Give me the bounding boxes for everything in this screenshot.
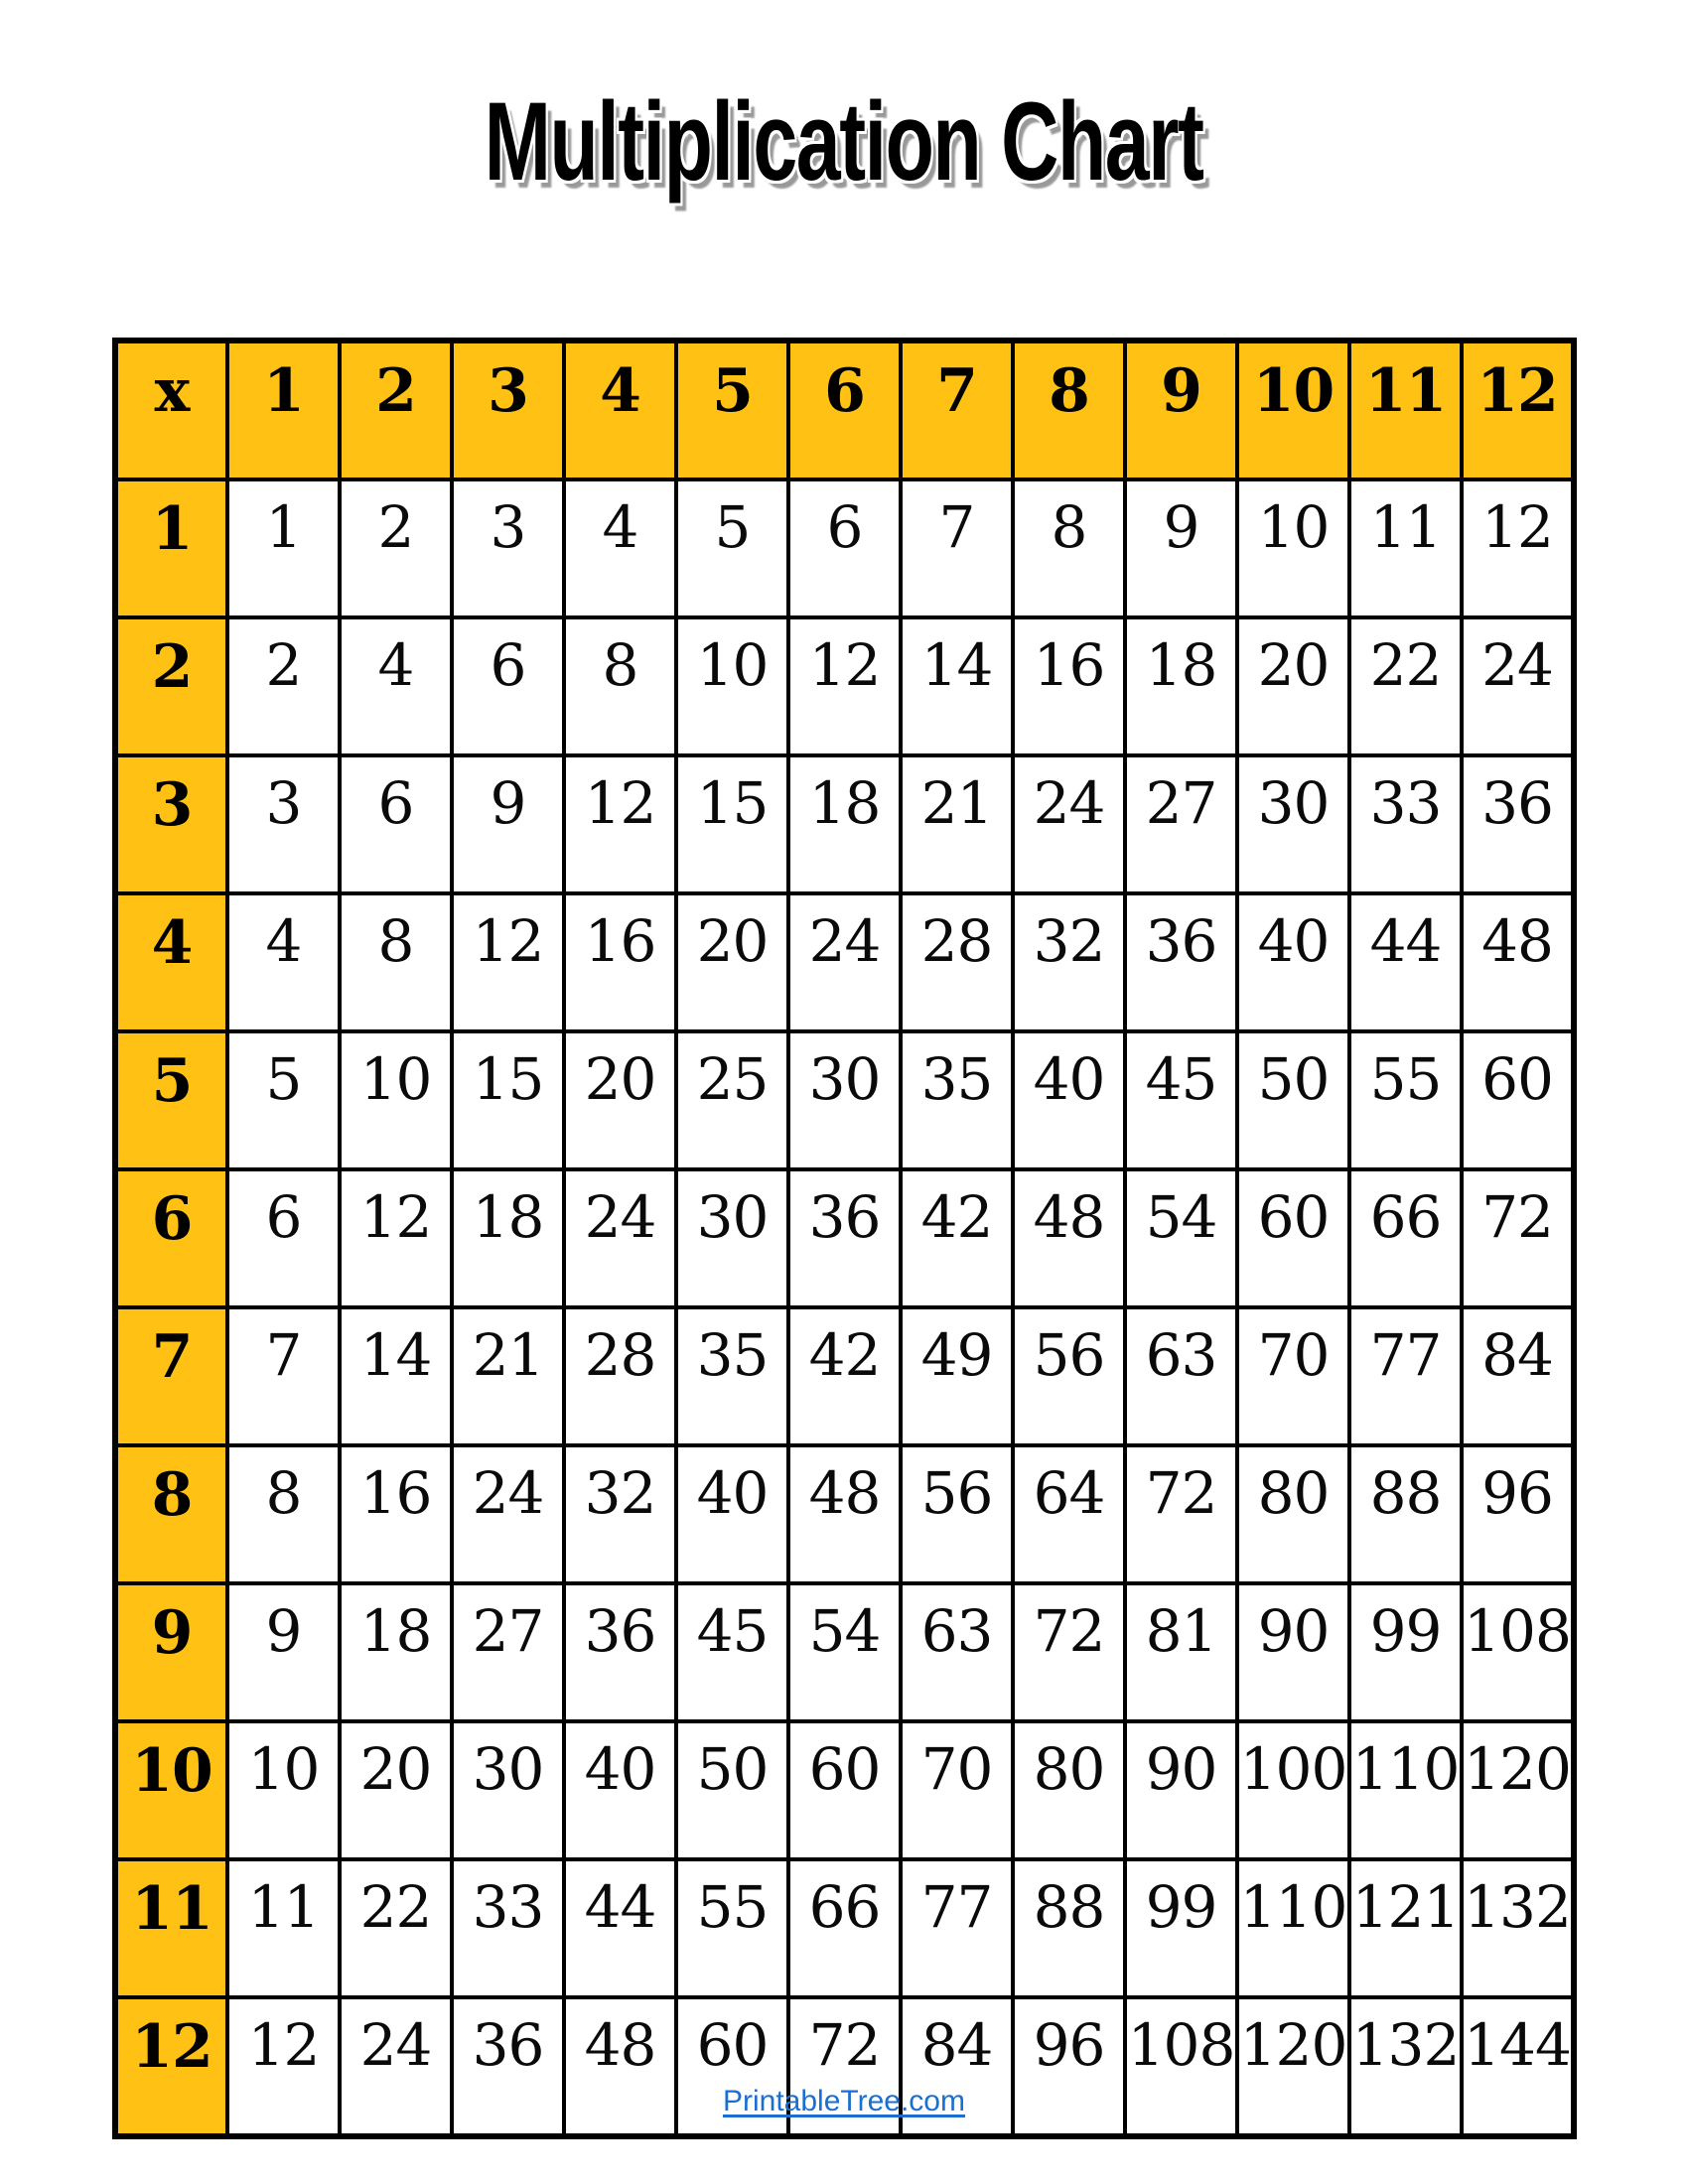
footer-link[interactable]: PrintableTree.com [723, 2085, 965, 2117]
table-cell: 12 [564, 755, 676, 893]
row-header: 11 [115, 1859, 227, 1997]
table-cell: 40 [1013, 1031, 1125, 1169]
column-header: 9 [1125, 341, 1237, 479]
table-cell: 81 [1125, 1583, 1237, 1721]
table-cell: 12 [340, 1169, 452, 1307]
table-cell: 60 [1462, 1031, 1574, 1169]
table-cell: 10 [227, 1721, 340, 1859]
column-header: 7 [901, 341, 1013, 479]
table-cell: 8 [340, 893, 452, 1031]
table-row [115, 1307, 1574, 1445]
table-cell: 66 [1349, 1169, 1462, 1307]
table-cell: 10 [676, 617, 788, 755]
table-cell: 50 [1237, 1031, 1349, 1169]
table-cell: 80 [1237, 1445, 1349, 1583]
table-cell: 45 [676, 1583, 788, 1721]
row-header: 1 [115, 479, 227, 617]
table-cell: 36 [564, 1583, 676, 1721]
table-cell: 6 [452, 617, 564, 755]
table-cell: 64 [1013, 1445, 1125, 1583]
table-cell: 18 [1125, 617, 1237, 755]
table-cell: 72 [1462, 1169, 1574, 1307]
row-header: 5 [115, 1031, 227, 1169]
table-cell: 96 [1013, 1997, 1125, 2136]
column-header: 3 [452, 341, 564, 479]
table-cell: 4 [340, 617, 452, 755]
table-row [115, 1445, 1574, 1583]
table-cell: 40 [564, 1721, 676, 1859]
table-cell: 77 [901, 1859, 1013, 1997]
table-cell: 8 [227, 1445, 340, 1583]
table-cell: 24 [1462, 617, 1574, 755]
table-cell: 120 [1237, 1997, 1349, 2136]
table-cell: 44 [564, 1859, 676, 1997]
table-row [115, 893, 1574, 1031]
table-cell: 5 [227, 1031, 340, 1169]
table-cell: 50 [676, 1721, 788, 1859]
table-cell: 49 [901, 1307, 1013, 1445]
column-header: 1 [227, 341, 340, 479]
table-cell: 144 [1462, 1997, 1574, 2136]
table-cell: 14 [901, 617, 1013, 755]
table-cell: 6 [340, 755, 452, 893]
table-cell: 60 [788, 1721, 901, 1859]
corner-header-cell: x [115, 341, 227, 479]
table-cell: 16 [1013, 617, 1125, 755]
multiplication-table [112, 338, 1577, 2139]
column-header: 11 [1349, 341, 1462, 479]
table-cell: 63 [901, 1583, 1013, 1721]
column-header: 5 [676, 341, 788, 479]
table-cell: 30 [676, 1169, 788, 1307]
table-cell: 33 [452, 1859, 564, 1997]
table-cell: 54 [1125, 1169, 1237, 1307]
table-cell: 36 [1462, 755, 1574, 893]
table-cell: 12 [788, 617, 901, 755]
table-cell: 27 [1125, 755, 1237, 893]
footer [0, 2085, 1688, 2118]
table-cell: 5 [676, 479, 788, 617]
table-cell: 18 [340, 1583, 452, 1721]
table-cell: 2 [340, 479, 452, 617]
table-cell: 40 [1237, 893, 1349, 1031]
table-cell: 40 [676, 1445, 788, 1583]
table-cell: 16 [340, 1445, 452, 1583]
table-row [115, 1859, 1574, 1997]
table-cell: 110 [1237, 1859, 1349, 1997]
table-cell: 16 [564, 893, 676, 1031]
table-cell: 24 [564, 1169, 676, 1307]
table-cell: 20 [340, 1721, 452, 1859]
table-cell: 21 [452, 1307, 564, 1445]
table-cell: 88 [1013, 1859, 1125, 1997]
table-cell: 77 [1349, 1307, 1462, 1445]
table-cell: 70 [901, 1721, 1013, 1859]
table-header [115, 341, 1574, 479]
table-cell: 55 [676, 1859, 788, 1997]
table-cell: 132 [1462, 1859, 1574, 1997]
row-header: 8 [115, 1445, 227, 1583]
table-cell: 80 [1013, 1721, 1125, 1859]
table-cell: 84 [901, 1997, 1013, 2136]
row-header: 7 [115, 1307, 227, 1445]
table-cell: 28 [901, 893, 1013, 1031]
table-row [115, 1721, 1574, 1859]
row-header: 10 [115, 1721, 227, 1859]
row-header: 12 [115, 1997, 227, 2136]
table-cell: 20 [1237, 617, 1349, 755]
table-cell: 18 [452, 1169, 564, 1307]
column-header: 12 [1462, 341, 1574, 479]
row-header: 9 [115, 1583, 227, 1721]
table-cell: 56 [1013, 1307, 1125, 1445]
table-cell: 21 [901, 755, 1013, 893]
table-cell: 110 [1349, 1721, 1462, 1859]
table-cell: 36 [452, 1997, 564, 2136]
table-cell: 84 [1462, 1307, 1574, 1445]
table-cell: 96 [1462, 1445, 1574, 1583]
table-cell: 1 [227, 479, 340, 617]
table-cell: 72 [788, 1997, 901, 2136]
row-header: 6 [115, 1169, 227, 1307]
table-row [115, 1169, 1574, 1307]
header-row [115, 341, 1574, 479]
table-cell: 10 [1237, 479, 1349, 617]
row-header: 4 [115, 893, 227, 1031]
table-cell: 48 [564, 1997, 676, 2136]
table-cell: 35 [901, 1031, 1013, 1169]
table-row [115, 1583, 1574, 1721]
table-cell: 20 [564, 1031, 676, 1169]
column-header: 10 [1237, 341, 1349, 479]
table-row [115, 479, 1574, 617]
table-cell: 30 [788, 1031, 901, 1169]
table-cell: 25 [676, 1031, 788, 1169]
table-cell: 9 [452, 755, 564, 893]
table-cell: 132 [1349, 1997, 1462, 2136]
table-cell: 44 [1349, 893, 1462, 1031]
table-cell: 6 [788, 479, 901, 617]
table-cell: 42 [901, 1169, 1013, 1307]
table-cell: 10 [340, 1031, 452, 1169]
column-header: 2 [340, 341, 452, 479]
table-cell: 63 [1125, 1307, 1237, 1445]
row-header: 2 [115, 617, 227, 755]
table-cell: 90 [1125, 1721, 1237, 1859]
table-cell: 99 [1349, 1583, 1462, 1721]
table-cell: 24 [1013, 755, 1125, 893]
table-cell: 108 [1462, 1583, 1574, 1721]
table-cell: 60 [1237, 1169, 1349, 1307]
table-cell: 15 [676, 755, 788, 893]
table-cell: 55 [1349, 1031, 1462, 1169]
table-cell: 36 [788, 1169, 901, 1307]
table-cell: 12 [452, 893, 564, 1031]
table-cell: 66 [788, 1859, 901, 1997]
table-cell: 18 [788, 755, 901, 893]
table-cell: 4 [564, 479, 676, 617]
table-cell: 36 [1125, 893, 1237, 1031]
table-cell: 11 [227, 1859, 340, 1997]
table-cell: 48 [1013, 1169, 1125, 1307]
table-cell: 12 [227, 1997, 340, 2136]
table-cell: 22 [1349, 617, 1462, 755]
table-cell: 42 [788, 1307, 901, 1445]
table-row [115, 617, 1574, 755]
table-cell: 24 [340, 1997, 452, 2136]
table-cell: 35 [676, 1307, 788, 1445]
table-cell: 48 [788, 1445, 901, 1583]
table-cell: 24 [452, 1445, 564, 1583]
table-cell: 70 [1237, 1307, 1349, 1445]
table-cell: 48 [1462, 893, 1574, 1031]
table-cell: 7 [227, 1307, 340, 1445]
table-cell: 3 [452, 479, 564, 617]
table-cell: 6 [227, 1169, 340, 1307]
table-cell: 14 [340, 1307, 452, 1445]
table-cell: 9 [227, 1583, 340, 1721]
table-cell: 11 [1349, 479, 1462, 617]
table-cell: 88 [1349, 1445, 1462, 1583]
table-body [115, 479, 1574, 2136]
table-cell: 54 [788, 1583, 901, 1721]
table-cell: 4 [227, 893, 340, 1031]
table-cell: 22 [340, 1859, 452, 1997]
page-title: Multiplication Chart [485, 79, 1203, 204]
table-cell: 32 [564, 1445, 676, 1583]
table-cell: 15 [452, 1031, 564, 1169]
table-cell: 12 [1462, 479, 1574, 617]
table-cell: 20 [676, 893, 788, 1031]
table-cell: 8 [564, 617, 676, 755]
table-row [115, 755, 1574, 893]
column-header: 4 [564, 341, 676, 479]
table-cell: 9 [1125, 479, 1237, 617]
table-cell: 32 [1013, 893, 1125, 1031]
table-cell: 3 [227, 755, 340, 893]
table-cell: 90 [1237, 1583, 1349, 1721]
table-cell: 45 [1125, 1031, 1237, 1169]
table-cell: 100 [1237, 1721, 1349, 1859]
table-cell: 99 [1125, 1859, 1237, 1997]
table-cell: 108 [1125, 1997, 1237, 2136]
table-cell: 24 [788, 893, 901, 1031]
column-header: 8 [1013, 341, 1125, 479]
table-cell: 28 [564, 1307, 676, 1445]
table-cell: 7 [901, 479, 1013, 617]
table-cell: 27 [452, 1583, 564, 1721]
table-cell: 56 [901, 1445, 1013, 1583]
table-cell: 8 [1013, 479, 1125, 617]
table-cell: 30 [1237, 755, 1349, 893]
table-cell: 120 [1462, 1721, 1574, 1859]
table-cell: 121 [1349, 1859, 1462, 1997]
title-container [0, 75, 1688, 208]
column-header: 6 [788, 341, 901, 479]
table-cell: 60 [676, 1997, 788, 2136]
table-cell: 30 [452, 1721, 564, 1859]
table-cell: 72 [1125, 1445, 1237, 1583]
table-cell: 2 [227, 617, 340, 755]
row-header: 3 [115, 755, 227, 893]
table-cell: 33 [1349, 755, 1462, 893]
table-row [115, 1031, 1574, 1169]
table-cell: 72 [1013, 1583, 1125, 1721]
